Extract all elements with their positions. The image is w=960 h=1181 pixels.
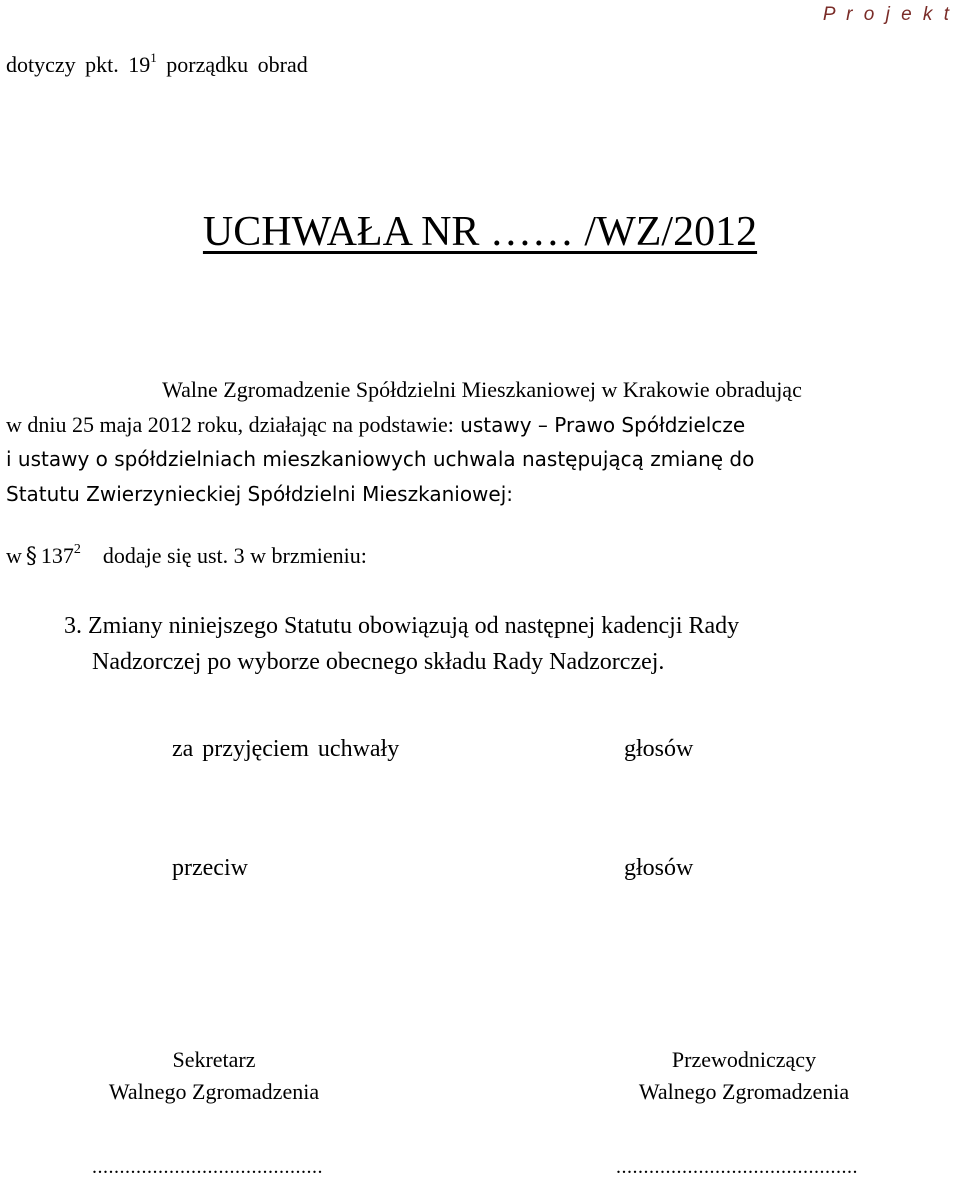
amendment-line (6, 542, 367, 569)
chairman-title: Przewodniczący (671, 1047, 817, 1072)
item-line-2: Nadzorczej po wyborze obecnego składu Rady Nadzorczej. (92, 649, 665, 675)
item-line-1: 3. Zmiany niniejszego Statutu obowiązują od następnej kadencji Rady (64, 613, 740, 639)
secretary-signature-line: .......................................... (92, 1156, 323, 1178)
votes-for-unit: głosów (624, 736, 694, 762)
preamble-line-4: Statutu Zwierzynieckiej Spółdzielni Mieszkaniowej: (6, 481, 514, 506)
preamble-line-1: Walne Zgromadzenie Spółdzielni Mieszkaniowej w Krakowie obradując (162, 377, 802, 402)
amendment-item (64, 608, 739, 680)
secretary-signature-block (54, 1044, 374, 1108)
preamble-line-2-serif: w dniu 25 maja 2012 roku, działając na podstawie: (6, 411, 454, 437)
secretary-title: Sekretarz (172, 1047, 256, 1072)
agenda-reference (6, 50, 308, 78)
section-sup: 2 (73, 542, 81, 557)
votes-for-label: za przyjęciem uchwały (172, 736, 400, 762)
preamble-line-2 (6, 408, 958, 443)
secretary-body: Walnego Zgromadzenia (108, 1079, 320, 1104)
preamble-line-2-sans: ustawy – Prawo Spółdzielcze (453, 412, 746, 437)
agenda-reference-sup: 1 (150, 50, 157, 65)
amendment-text: dodaje się ust. 3 w brzmieniu: (102, 543, 367, 568)
agenda-reference-tail: porządku obrad (166, 52, 308, 77)
resolution-title-text: UCHWAŁA NR …… /WZ/2012 (202, 209, 758, 255)
chairman-signature-block (584, 1044, 904, 1108)
chairman-body: Walnego Zgromadzenia (638, 1079, 850, 1104)
preamble-paragraph (6, 373, 958, 511)
section-number: 137 (40, 543, 74, 568)
votes-against-label: przeciw (172, 855, 248, 881)
section-sign: § (25, 544, 37, 569)
resolution-title (0, 208, 960, 256)
agenda-reference-text: dotyczy pkt. 19 (6, 52, 151, 77)
preamble-line-3: i ustawy o spółdzielniach mieszkaniowych uchwala następującą zmianę do (6, 447, 755, 471)
votes-against-unit: głosów (624, 855, 694, 881)
draft-label: P r o j e k t (822, 4, 952, 25)
amendment-prefix: w (6, 543, 22, 568)
chairman-signature-line: ............................................ (616, 1156, 858, 1178)
